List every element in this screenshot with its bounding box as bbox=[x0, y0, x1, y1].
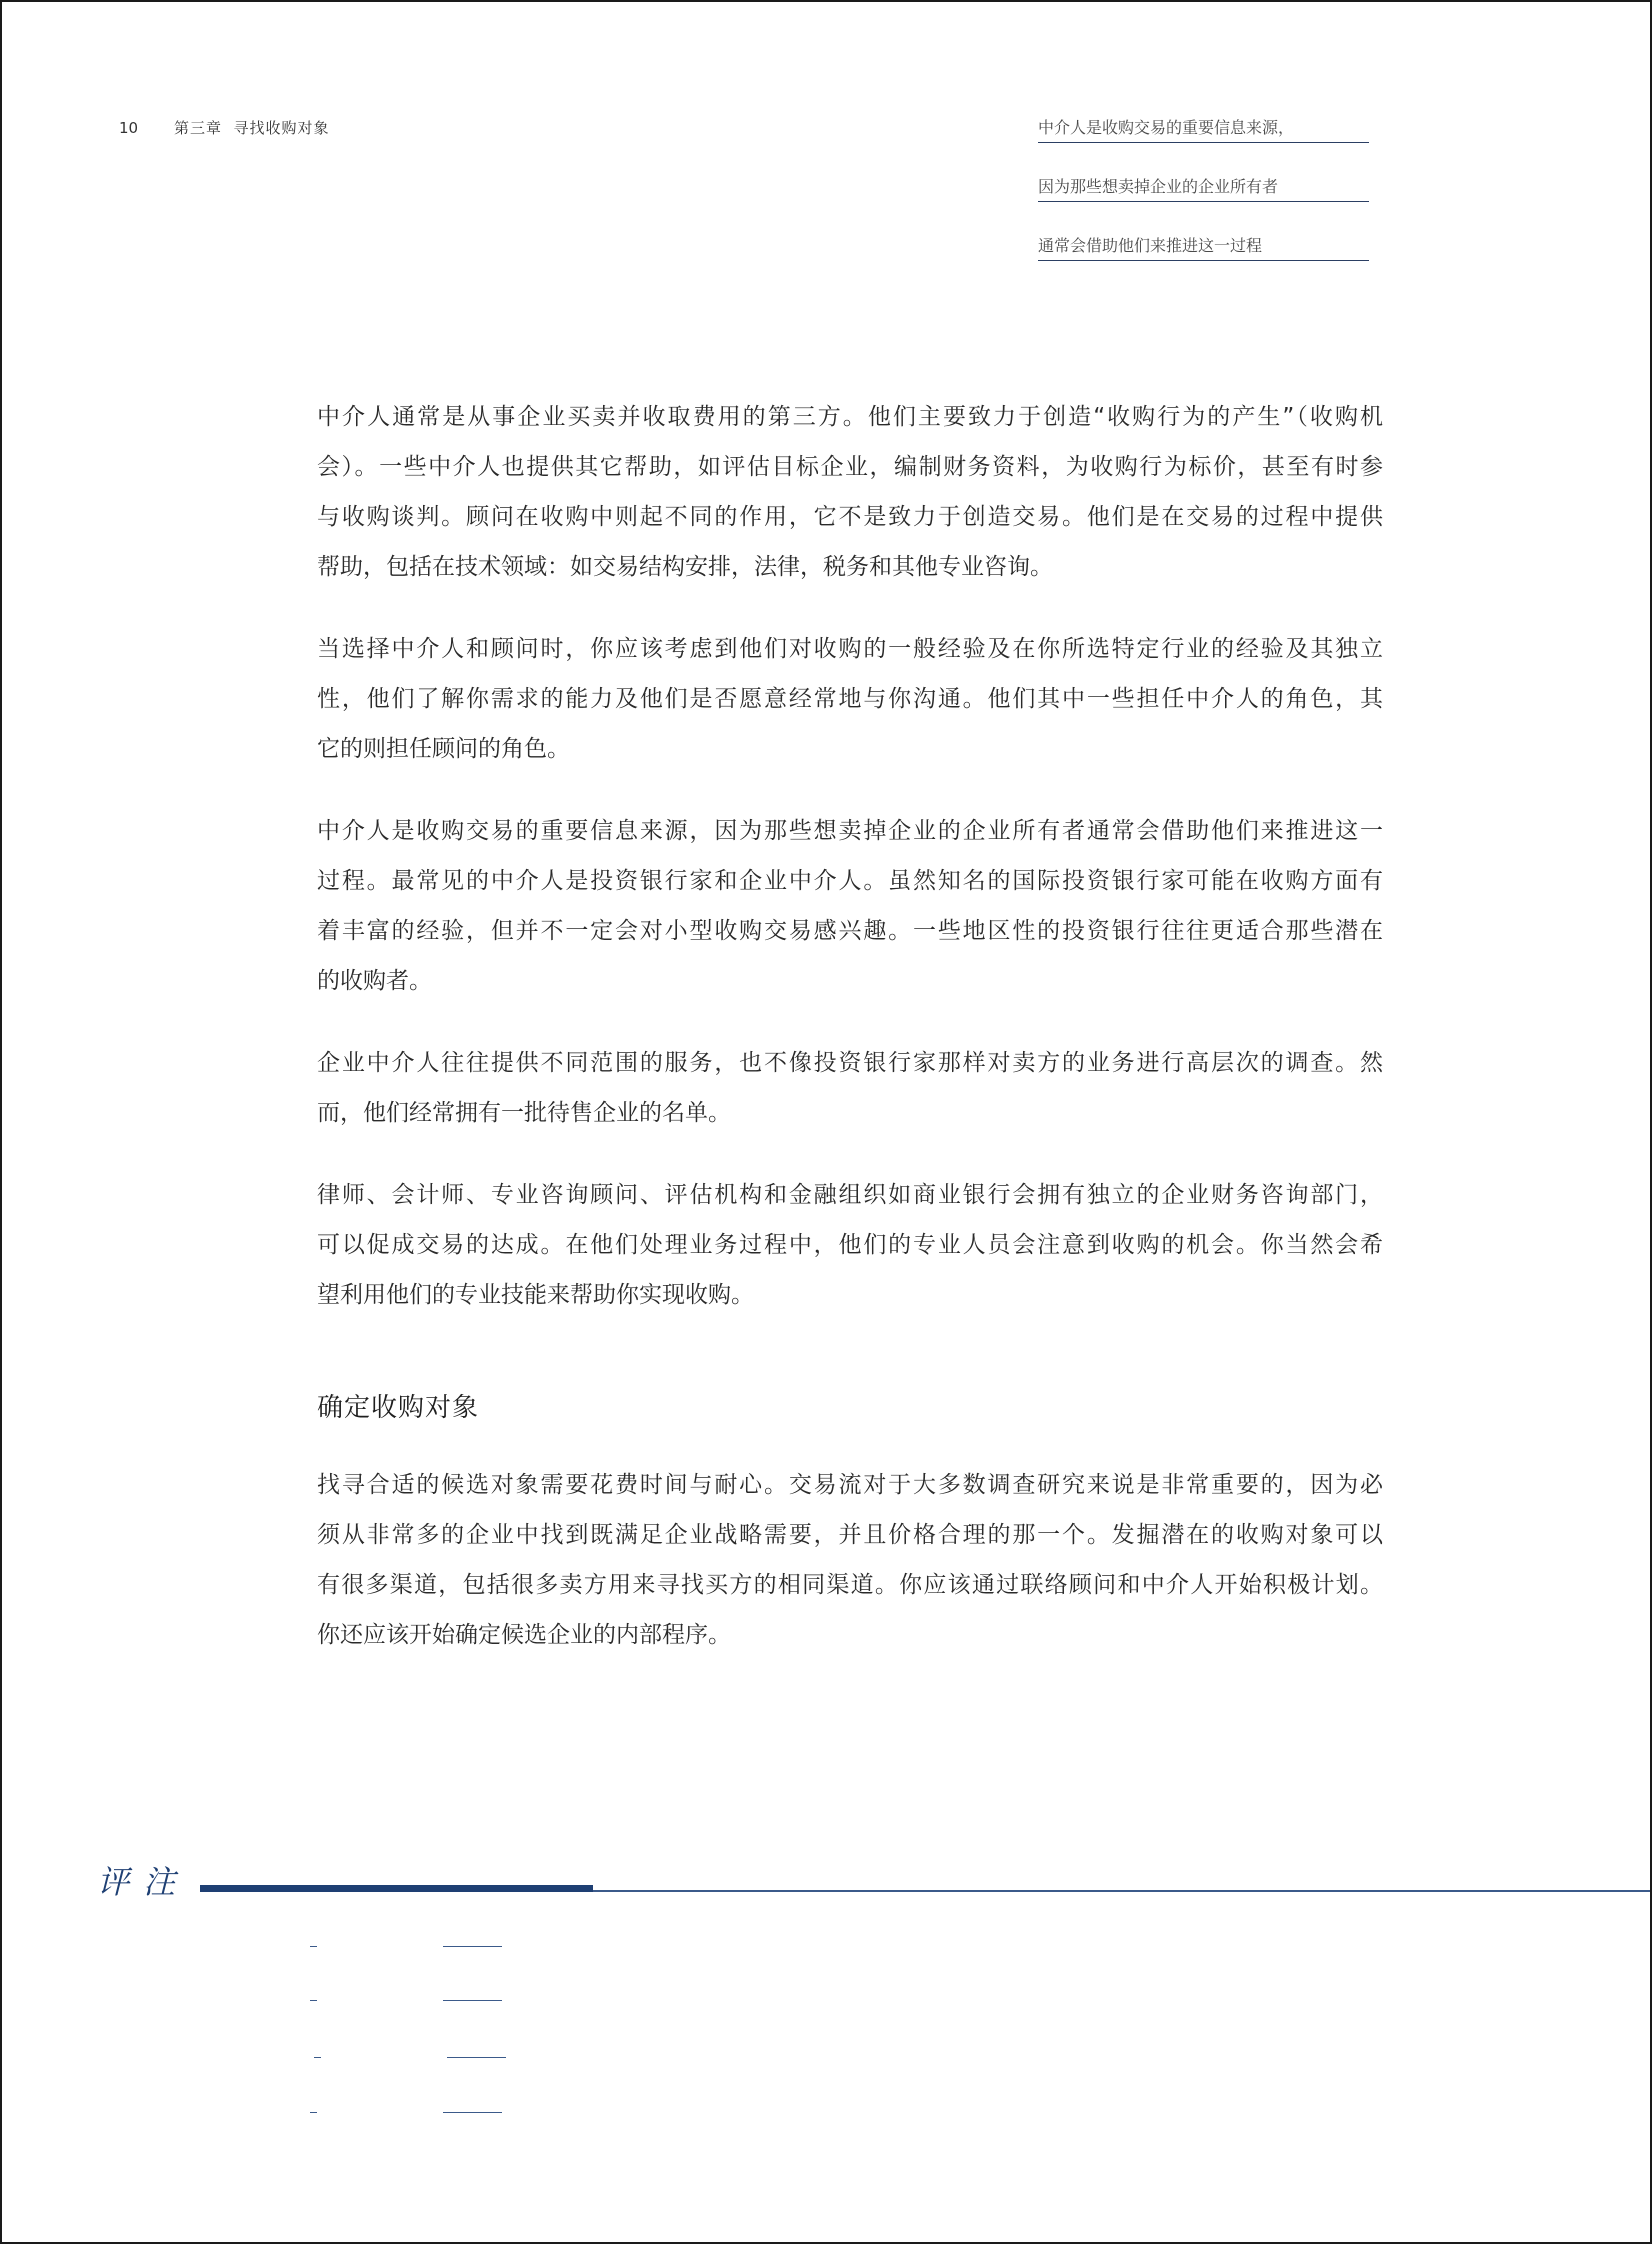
text-line: 过程。最常见的中介人是投资银行家和企业中介人。虽然知名的国际投资银行家可能在收购方面有 bbox=[317, 868, 1383, 894]
text-line: 帮助，包括在技术领域：如交易结构安排，法律，税务和其他专业咨询。 bbox=[317, 554, 1053, 580]
text-line: 当选择中介人和顾问时，你应该考虑到他们对收购的一般经验及在你所选特定行业的经验及其独立 bbox=[317, 636, 1383, 662]
text-line: 中介人是收购交易的重要信息来源，因为那些想卖掉企业的企业所有者通常会借助他们来推进这一 bbox=[317, 818, 1383, 844]
text-line: 中介人通常是从事企业买卖并收取费用的第三方。他们主要致力于创造“收购行为的产生”（收购机 bbox=[317, 404, 1383, 430]
comment-line-marker bbox=[310, 2112, 317, 2113]
comment-line bbox=[443, 1946, 502, 1947]
comment-line-marker bbox=[310, 1946, 317, 1947]
comment-line-marker bbox=[314, 2057, 321, 2058]
text-line: 性，他们了解你需求的能力及他们是否愿意经常地与你沟通。他们其中一些担任中介人的角色，其 bbox=[317, 686, 1383, 712]
paragraph-intermediaries bbox=[317, 392, 1383, 592]
comment-line bbox=[447, 2057, 506, 2058]
text-line: 而，他们经常拥有一批待售企业的名单。 bbox=[317, 1100, 731, 1126]
text-line: 着丰富的经验，但并不一定会对小型收购交易感兴趣。一些地区性的投资银行往往更适合那些潜在 bbox=[317, 918, 1383, 944]
text-line: 的收购者。 bbox=[317, 968, 432, 994]
comments-divider bbox=[593, 1890, 1652, 1892]
page-number: 10 bbox=[119, 119, 139, 137]
pull-quote-line: 因为那些想卖掉企业的企业所有者 bbox=[1038, 177, 1369, 202]
text-line: 你还应该开始确定候选企业的内部程序。 bbox=[317, 1622, 731, 1648]
chapter-title: 第三章 寻找收购对象 bbox=[174, 119, 330, 137]
comment-line bbox=[443, 2112, 502, 2113]
paragraph-business-brokers bbox=[317, 1038, 1383, 1138]
comment-line bbox=[443, 2000, 502, 2001]
text-line: 可以促成交易的达成。在他们处理业务过程中，他们的专业人员会注意到收购的机会。你当然会希 bbox=[317, 1232, 1383, 1258]
text-line: 与收购谈判。顾问在收购中则起不同的作用，它不是致力于创造交易。他们是在交易的过程中提供 bbox=[317, 504, 1383, 530]
paragraph-identifying-targets bbox=[317, 1460, 1383, 1660]
paragraph-professional-firms bbox=[317, 1170, 1383, 1320]
text-line: 企业中介人往往提供不同范围的服务，也不像投资银行家那样对卖方的业务进行高层次的调查。然 bbox=[317, 1050, 1383, 1076]
text-line: 律师、会计师、专业咨询顾问、评估机构和金融组织如商业银行会拥有独立的企业财务咨询部门， bbox=[317, 1182, 1383, 1208]
pull-quote-line: 中介人是收购交易的重要信息来源， bbox=[1038, 118, 1369, 143]
text-line: 须从非常多的企业中找到既满足企业战略需要，并且价格合理的那一个。发掘潜在的收购对象可以 bbox=[317, 1522, 1383, 1548]
comments-accent-bar bbox=[200, 1885, 593, 1892]
text-line: 找寻合适的候选对象需要花费时间与耐心。交易流对于大多数调查研究来说是非常重要的，因为必 bbox=[317, 1472, 1383, 1498]
text-line: 有很多渠道，包括很多卖方用来寻找买方的相同渠道。你应该通过联络顾问和中介人开始积极计划。 bbox=[317, 1572, 1383, 1598]
paragraph-choosing-advisers bbox=[317, 624, 1383, 774]
paragraph-information-source bbox=[317, 806, 1383, 1006]
section-heading: 确定收购对象 bbox=[317, 1393, 480, 1423]
text-line: 会）。一些中介人也提供其它帮助，如评估目标企业，编制财务资料，为收购行为标价，甚至有时参 bbox=[317, 454, 1383, 480]
pull-quote-line: 通常会借助他们来推进这一过程 bbox=[1038, 236, 1369, 261]
body-text bbox=[317, 392, 1383, 1692]
comment-line-marker bbox=[310, 2000, 317, 2001]
comments-title: 评 注 bbox=[97, 1863, 178, 1901]
text-line: 望利用他们的专业技能来帮助你实现收购。 bbox=[317, 1282, 754, 1308]
text-line: 它的则担任顾问的角色。 bbox=[317, 736, 570, 762]
